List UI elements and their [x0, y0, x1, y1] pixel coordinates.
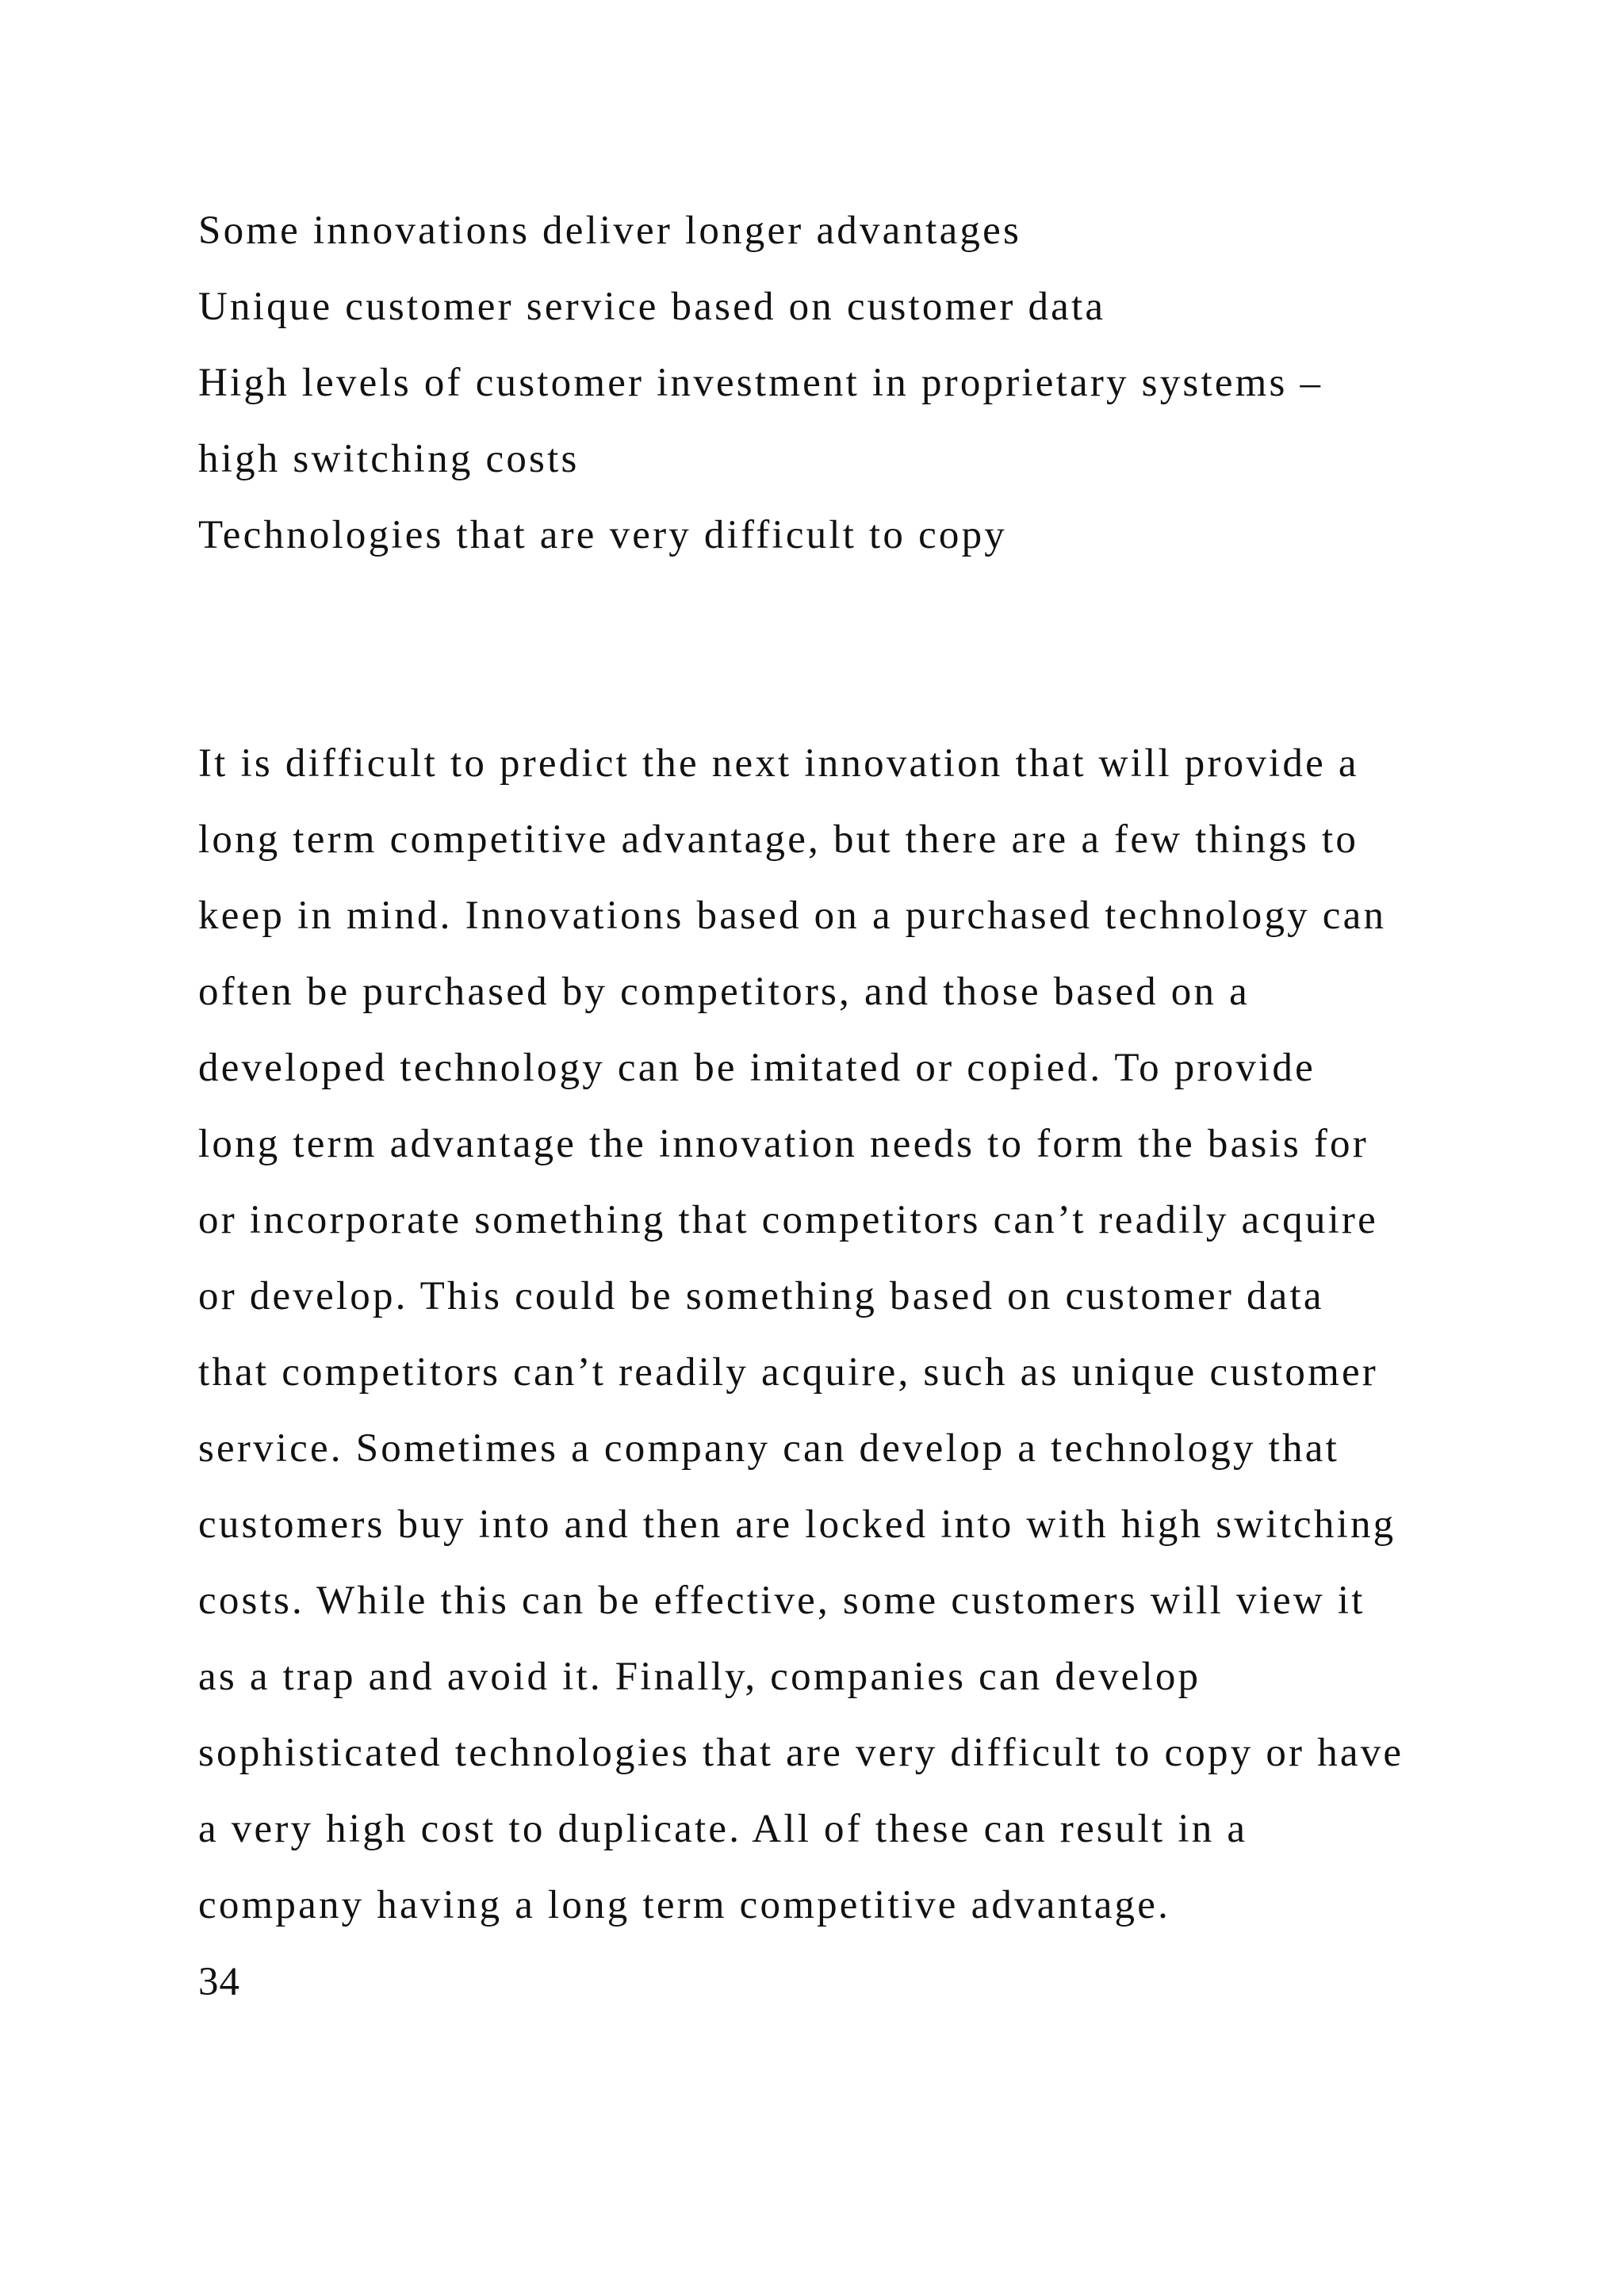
paragraph-line: customers buy into and then are locked into with high switching: [198, 1502, 1396, 1547]
body-paragraph: [198, 725, 1467, 1943]
paragraph-line: long term competitive advantage, but there are a few things to: [198, 817, 1359, 862]
paragraph-line: keep in mind. Innovations based on a purchased technology can: [198, 894, 1387, 938]
key-point-line: Unique customer service based on customer data: [198, 285, 1106, 329]
paragraph-line: company having a long term competitive advantage.: [198, 1883, 1171, 1927]
paragraph-line: or develop. This could be something based on customer data: [198, 1274, 1324, 1318]
paragraph-line: sophisticated technologies that are very difficult to copy or have: [198, 1731, 1404, 1775]
paragraph-line: service. Sometimes a company can develop a technology that: [198, 1426, 1339, 1471]
paragraph-line: often be purchased by competitors, and those based on a: [198, 970, 1250, 1014]
key-point-line: High levels of customer investment in proprietary systems –: [198, 361, 1323, 405]
key-points-list: [198, 193, 1467, 573]
paragraph-line: or incorporate something that competitors can’t readily acquire: [198, 1198, 1378, 1242]
paragraph-line: a very high cost to duplicate. All of these can result in a: [198, 1807, 1248, 1851]
key-point-line: Technologies that are very difficult to copy: [198, 513, 1008, 557]
paragraph-line: long term advantage the innovation needs to form the basis for: [198, 1122, 1369, 1166]
paragraph-line: developed technology can be imitated or copied. To provide: [198, 1046, 1316, 1090]
paragraph-line: that competitors can’t readily acquire, such as unique customer: [198, 1350, 1378, 1395]
page-number: 34: [198, 1960, 240, 2004]
paragraph-line: as a trap and avoid it. Finally, companies can develop: [198, 1655, 1201, 1699]
key-point-line: Some innovations deliver longer advantages: [198, 209, 1022, 253]
paragraph-line: It is difficult to predict the next innovation that will provide a: [198, 741, 1359, 786]
key-point-line: high switching costs: [198, 437, 580, 481]
paragraph-line: costs. While this can be effective, some customers will view it: [198, 1578, 1365, 1623]
